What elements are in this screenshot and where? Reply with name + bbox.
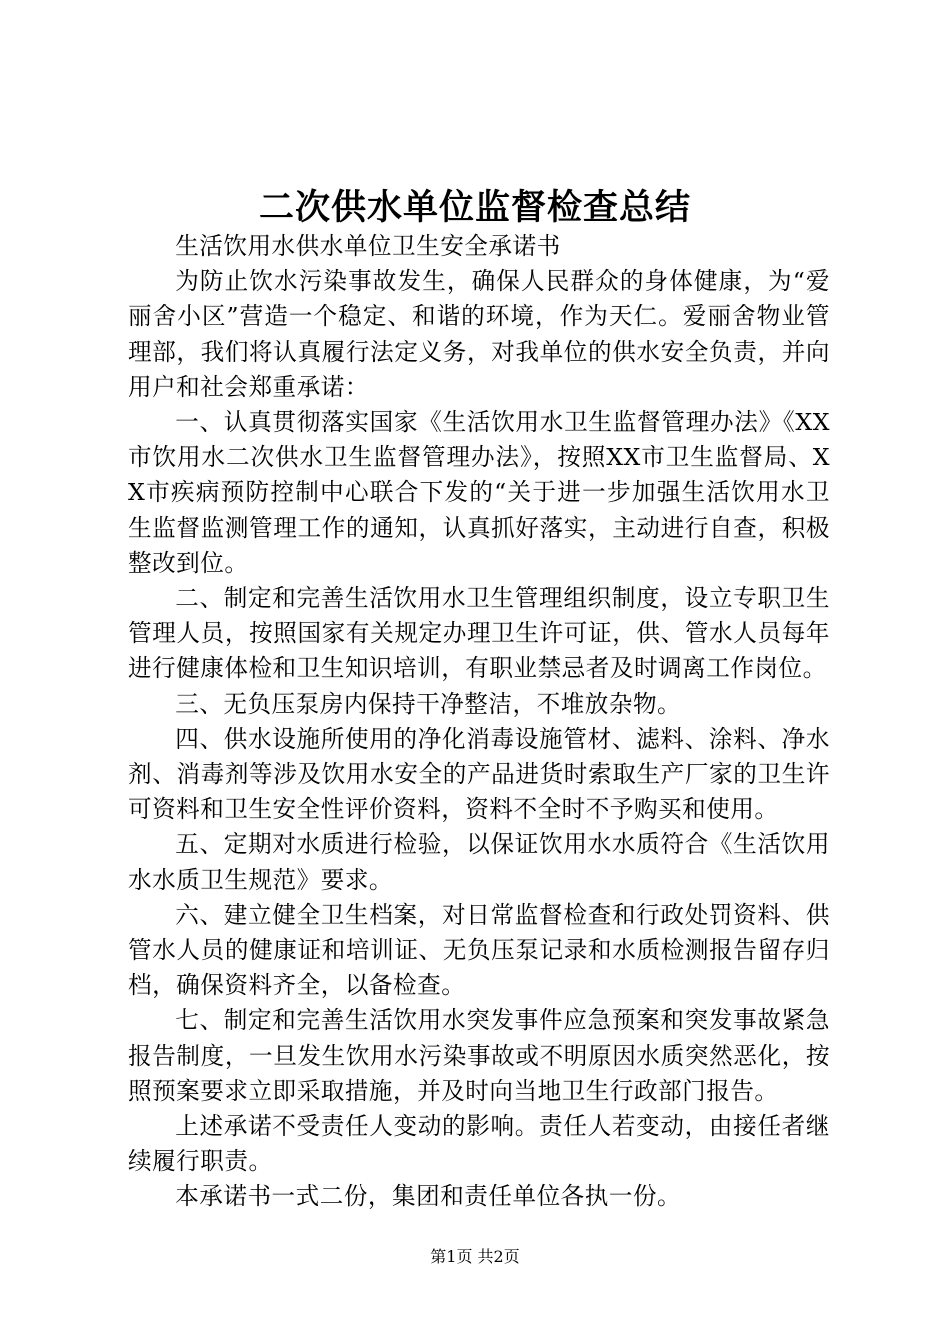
document-title: 二次供水单位监督检查总结: [258, 188, 691, 228]
paragraph-intro: 为防止饮水污染事故发生，确保人民群众的身体健康，为“爱丽舍小区”营造一个稳定、和谐的环境，作为天仁。爱丽舍物业管理部，我们将认真履行法定义务，对我单位的供水安全负责，并向用户和社会郑重承诺：: [128, 267, 830, 401]
paragraph-closing: 上述承诺不受责任人变动的影响。责任人若变动，由接任者继续履行职责。: [128, 1112, 830, 1176]
paragraph-item-3: 三、无负压泵房内保持干净整洁，不堆放杂物。: [175, 689, 682, 718]
paragraph-item-2: 二、制定和完善生活饮用水卫生管理组织制度，设立专职卫生管理人员，按照国家有关规定办理卫生许可证，供、管水人员每年进行健康体检和卫生知识培训，有职业禁忌者及时调离工作岗位。: [128, 584, 830, 683]
paragraph-item-1: 一、认真贯彻落实国家《生活饮用水卫生监督管理办法》《XX市饮用水二次供水卫生监督管理办法》，按照XX市卫生监督局、XX市疾病预防控制中心联合下发的“关于进一步加强生活饮用水卫生监督监测管理工作的通知，认真抓好落实，主动进行自查，积极整改到位。: [128, 408, 830, 577]
paragraph-item-6: 六、建立健全卫生档案，对日常监督检查和行政处罚资料、供管水人员的健康证和培训证、无负压泵记录和水质检测报告留存归档，确保资料齐全，以备检查。: [128, 900, 830, 1000]
paragraph-item-7: 七、制定和完善生活饮用水突发事件应急预案和突发事故紧急报告制度，一旦发生饮用水污染事故或不明原因水质突然恶化，按照预案要求立即采取措施，并及时向当地卫生行政部门报告。: [128, 1006, 830, 1105]
page-number-footer: 第1页 共2页: [430, 1247, 520, 1266]
document-body: [128, 229, 830, 1215]
paragraph-item-4: 四、供水设施所使用的净化消毒设施管材、滤料、涂料、净水剂、消毒剂等涉及饮用水安全的产品进货时索取生产厂家的卫生许可资料和卫生安全性评价资料，资料不全时不予购买和使用。: [128, 724, 830, 824]
paragraph-subtitle: 生活饮用水供水单位卫生安全承诺书: [175, 232, 561, 260]
paragraph-item-5: 五、定期对水质进行检验，以保证饮用水水质符合《生活饮用水水质卫生规范》要求。: [128, 830, 830, 894]
paragraph-copies: 本承诺书一式二份，集团和责任单位各执一份。: [175, 1182, 682, 1211]
